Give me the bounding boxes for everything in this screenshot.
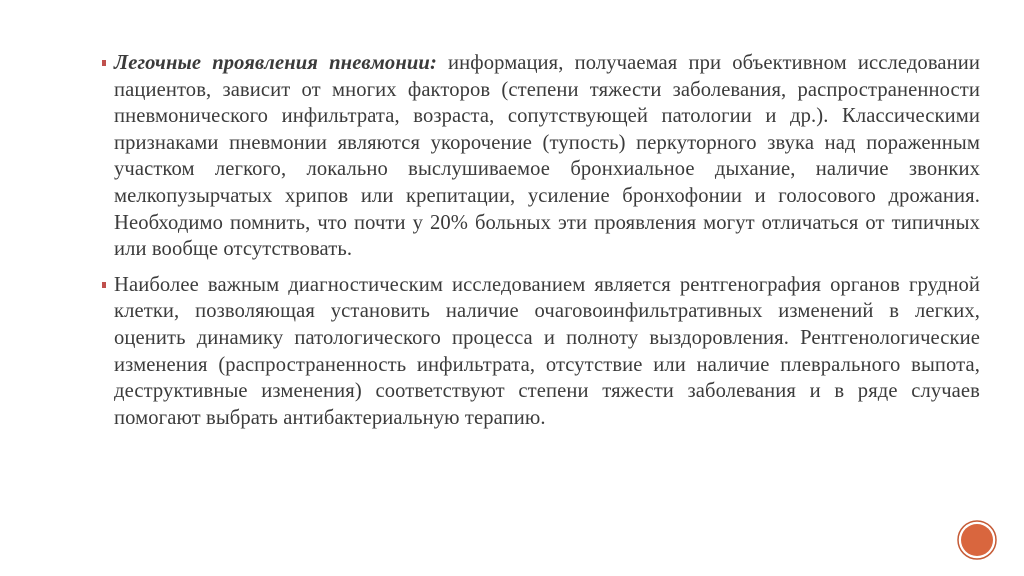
bullet-text: Наиболее важным диагностическим исследованием является рентгенография органов грудной клетки, позволяющая установить наличие очаговоинфильтративных изменений в легких, оценить динамику патологического процесса и полноту выздоровления. Рентгенологические изменения (распространенность инфильтрата, отсутствие или наличие плеврального выпота, деструктивные изменения) соответствуют степени тяжести заболевания и в ряде случаев помогают выбрать антибактериальную терапию.	[114, 273, 980, 429]
bullet-marker	[102, 282, 106, 288]
bullet-lead: Легочные проявления пневмонии:	[114, 52, 437, 74]
bullet-text: информация, получаемая при объективном исследовании пациентов, зависит от многих факторов (степени тяжести заболевания, распространенности пневмонического инфильтрата, возраста, сопутствующей патологии и др.). Классическими признаками пневмонии являются укорочение (тупость) перкуторного звука над пораженным участком легкого, локально выслушиваемое бронхиальное дыхание, наличие звонких мелкопузырчатых хрипов или крепитации, усиление бронхофонии и голосового дрожания. Необходимо помнить, что почти у 20% больных эти проявления могут отличаться от типичных или вообще отсутствовать.	[114, 52, 980, 261]
bullet-item-radiography	[102, 272, 980, 432]
bullet-marker	[102, 60, 106, 66]
bullet-item-pulmonary-signs	[102, 50, 980, 263]
slide-body	[102, 50, 980, 431]
slide-number-badge-icon	[957, 520, 997, 560]
